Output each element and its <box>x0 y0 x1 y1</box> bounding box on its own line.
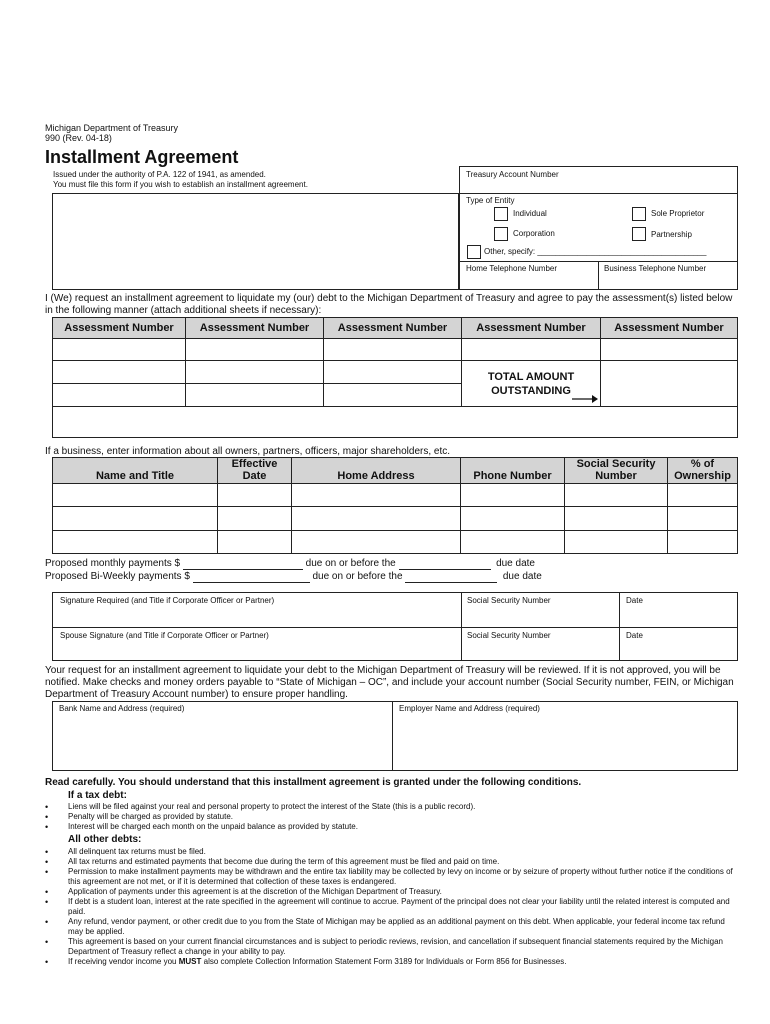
assessment-header: Assessment Number <box>199 322 310 334</box>
other-debts-list <box>45 847 735 967</box>
assessment-header: Assessment Number <box>614 322 724 334</box>
tax-debt-list <box>45 802 735 832</box>
review-notice: Your request for an installment agreement to liquidate your debt to the Michigan Department of Treasury will be reviewed. If it is not approved, you will be notified. Make checks and money orders payable to “State of Michigan – OC”, and include your account number (Social Security number, FEIN, or Michigan Department of Treasury Account number) to ensure proper handling. <box>45 665 734 700</box>
form-number: 990 (Rev. 04-18) <box>45 133 112 143</box>
vendor-income-text-end: also complete Collection Information Statement Form 3189 for Individuals or Form 856 for Businesses. <box>201 957 567 966</box>
monthly-due-day-field[interactable] <box>399 558 491 570</box>
other-entity-checkbox[interactable] <box>467 245 481 259</box>
must-emphasis: MUST <box>178 957 202 966</box>
ssn-field[interactable]: Social Security Number <box>467 596 551 605</box>
ssn-number-header: Number <box>595 470 637 482</box>
biweekly-due-day-field[interactable] <box>405 571 497 583</box>
biweekly-payment-row <box>45 571 542 583</box>
biweekly-amount-field[interactable] <box>193 571 310 583</box>
signature-box <box>52 592 738 661</box>
due-date-label: due date <box>496 558 535 569</box>
due-on-label: due on or before the <box>312 571 403 582</box>
home-phone-label[interactable]: Home Telephone Number <box>466 264 558 273</box>
ownership-header: Ownership <box>674 470 731 482</box>
owners-table <box>52 457 738 554</box>
total-amount-label: TOTAL AMOUNT <box>487 371 575 383</box>
list-item: • All delinquent tax returns must be filed. <box>45 847 735 857</box>
sole-proprietor-label: Sole Proprietor <box>651 209 705 218</box>
assessment-header: Assessment Number <box>476 322 586 334</box>
spouse-signature-field[interactable]: Spouse Signature (and Title if Corporate Officer or Partner) <box>60 631 269 640</box>
list-item: • Permission to make installment payments may be withdrawn and the entire tax liability may be collected by levy on income or by seizure of property without further notice if the conditions of this agreement are not met, or if it is determined that collection of these taxes is endangered. <box>45 867 735 887</box>
phone-number-header: Phone Number <box>473 470 552 482</box>
partnership-label: Partnership <box>651 230 692 239</box>
vendor-income-text: If receiving vendor income you <box>68 957 179 966</box>
due-on-label: due on or before the <box>305 558 396 569</box>
individual-checkbox[interactable] <box>494 207 508 221</box>
business-phone-label[interactable]: Business Telephone Number <box>604 264 707 273</box>
list-item: • All tax returns and estimated payments that become due during the term of this agreement must be filed and paid on time. <box>45 857 735 867</box>
corporation-label: Corporation <box>513 229 555 238</box>
entity-type-label: Type of Entity <box>466 196 515 205</box>
bank-employer-box <box>52 701 738 771</box>
signature-field[interactable]: Signature Required (and Title if Corporate Officer or Partner) <box>60 596 275 605</box>
list-item <box>45 957 735 967</box>
assessment-header: Assessment Number <box>64 322 174 334</box>
list-item: • Liens will be filed against your real and personal property to protect the interest of the State (this is a public record). <box>45 802 735 812</box>
spouse-date-field[interactable]: Date <box>626 631 643 640</box>
authority-note: Issued under the authority of P.A. 122 of 1941, as amended. <box>53 170 266 179</box>
bank-name-field[interactable]: Bank Name and Address (required) <box>59 704 185 713</box>
spouse-ssn-field[interactable]: Social Security Number <box>467 631 551 640</box>
page-title: Installment Agreement <box>45 147 239 167</box>
taxpayer-info-box <box>459 166 738 290</box>
employer-name-field[interactable]: Employer Name and Address (required) <box>399 704 540 713</box>
agency-name: Michigan Department of Treasury <box>45 123 179 133</box>
arrow-right-icon <box>572 394 598 404</box>
request-statement: I (We) request an installment agreement to liquidate my (our) debt to the Michigan Department of Treasury and agree to pay the assessment(s) listed below in the following manner (attach additional sheets if necessary): <box>45 293 733 316</box>
sole-proprietor-checkbox[interactable] <box>632 207 646 221</box>
partnership-checkbox[interactable] <box>632 227 646 241</box>
business-owners-note: If a business, enter information about all owners, partners, officers, major shareholders, etc. <box>45 446 451 457</box>
effective-header: Effective <box>231 458 278 470</box>
date-field[interactable]: Date <box>626 596 643 605</box>
assessment-table <box>52 317 738 438</box>
list-item: • If debt is a student loan, interest at the rate specified in the agreement will continue to accrue. Payment of the principal does not clear your liability until the related interest is computed and paid. <box>45 897 735 917</box>
list-item: • This agreement is based on your current financial circumstances and is subject to periodic reviews, revision, and cancellation if subsequent financial statements required by the Michigan Department of Treasury reflect a change in your ability to pay. <box>45 937 735 957</box>
assessment-header: Assessment Number <box>337 322 448 334</box>
list-item: • Application of payments under this agreement is at the discretion of the Michigan Department of Treasury. <box>45 887 735 897</box>
conditions-intro: Read carefully. You should understand that this installment agreement is granted under the following conditions. <box>45 777 582 788</box>
taxpayer-name-address-box[interactable] <box>52 193 459 290</box>
treasury-account-label: Treasury Account Number <box>466 170 559 179</box>
due-date-label: due date <box>502 571 542 582</box>
other-debts-heading: All other debts: <box>68 834 142 845</box>
date-header: Date <box>242 470 267 482</box>
list-item: • Any refund, vendor payment, or other credit due to you from the State of Michigan may be applied as an additional payment on this debt. When applicable, your federal income tax refund may be applied. <box>45 917 735 937</box>
monthly-payment-row <box>45 558 535 570</box>
outstanding-label: OUTSTANDING <box>491 385 571 397</box>
biweekly-payment-label: Proposed Bi-Weekly payments $ <box>45 571 190 582</box>
list-item: • Interest will be charged each month on the unpaid balance as provided by statute. <box>45 822 735 832</box>
tax-debt-heading: If a tax debt: <box>68 790 127 801</box>
name-title-header: Name and Title <box>95 470 175 482</box>
corporation-checkbox[interactable] <box>494 227 508 241</box>
list-item: • Penalty will be charged as provided by statute. <box>45 812 735 822</box>
other-entity-label[interactable]: Other, specify: ______________________________________ <box>484 247 707 256</box>
individual-label: Individual <box>513 209 547 218</box>
must-file-note: You must file this form if you wish to establish an installment agreement. <box>53 180 308 189</box>
monthly-payment-label: Proposed monthly payments $ <box>45 558 181 569</box>
ssn-header: Social Security <box>576 458 656 470</box>
home-address-header: Home Address <box>337 470 415 482</box>
monthly-amount-field[interactable] <box>183 558 303 570</box>
pct-header: % of <box>690 458 715 470</box>
